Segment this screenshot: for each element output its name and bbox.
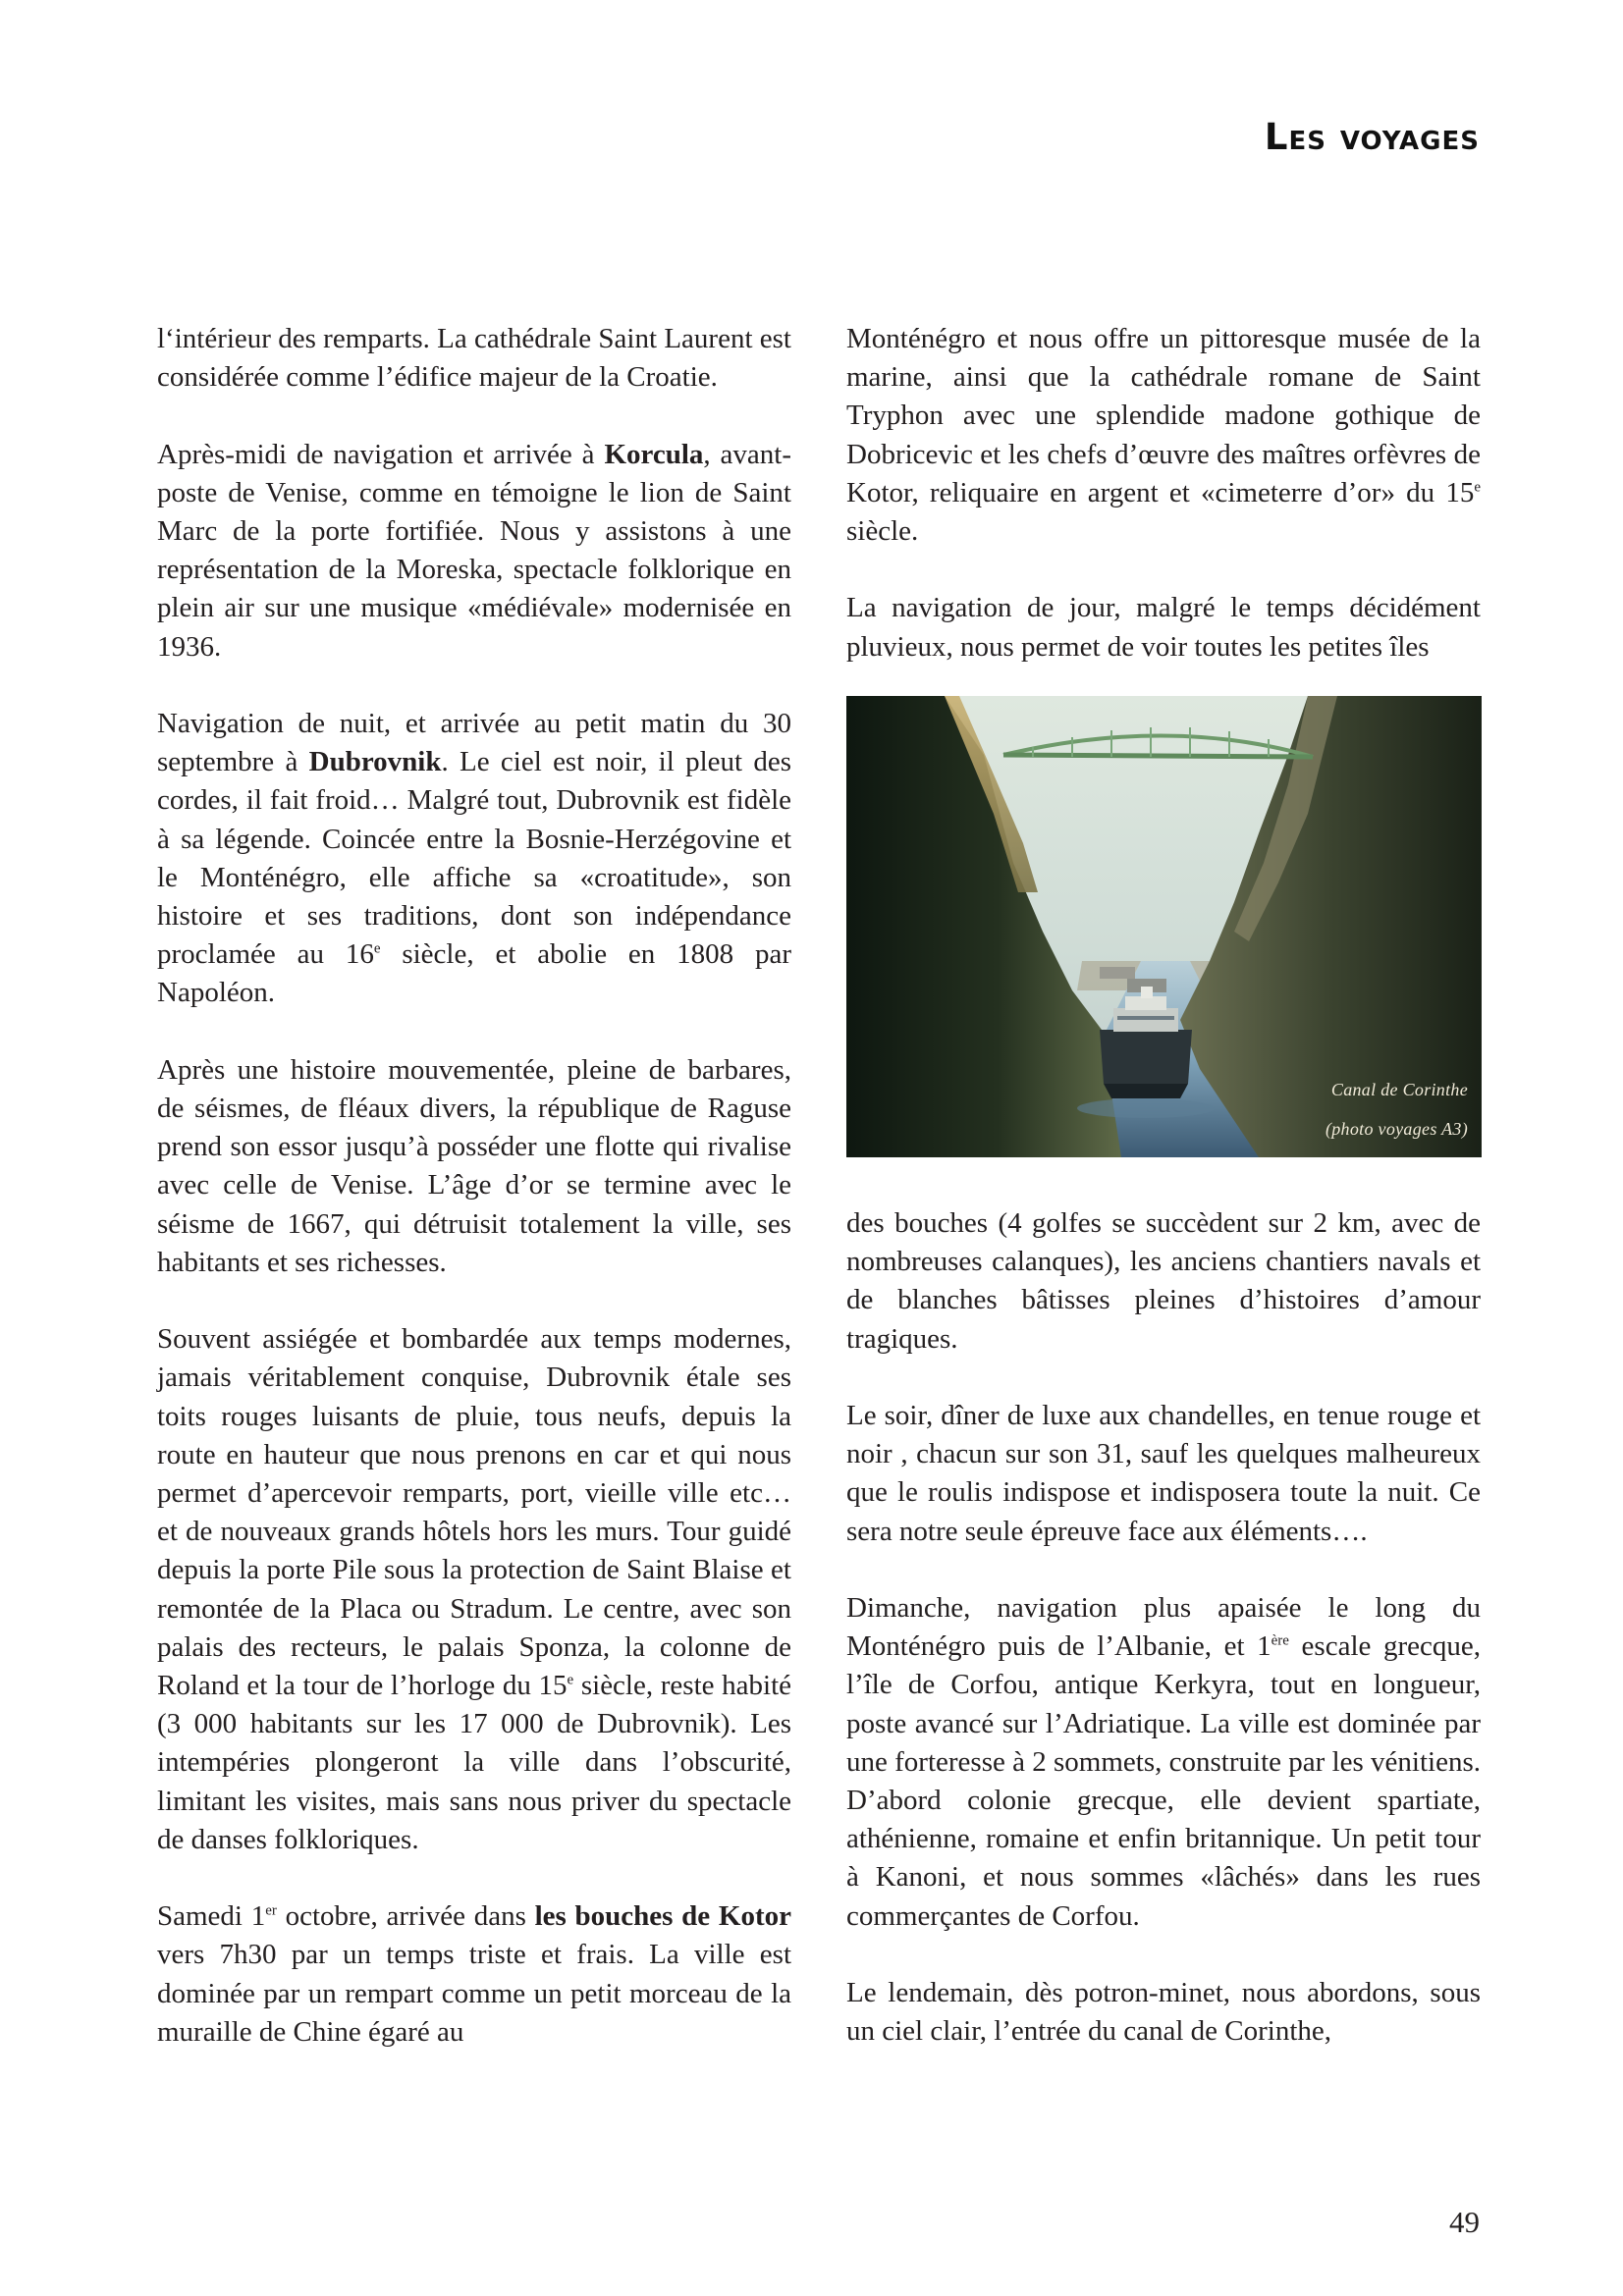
text: Dimanche, navigation plus apaisée le long du Monténégro puis de l’Albanie, et 1: [846, 1592, 1481, 1663]
paragraph: des bouches (4 golfes se succèdent sur 2 km, avec de nombreuses calanques), les anciens chantiers navals et de blanches bâtisses pleines d’histoires d’amour tragiques.: [846, 1207, 1481, 1355]
text: , avant-poste de Venise, comme en témoigne le lion de Saint Marc de la porte fortifiée. Nous y assistons à une représentation de la Moreska, spectacle folklorique en plein air sur une musique «médiévale» modernisée en 1936.: [157, 438, 791, 663]
paragraph: [157, 436, 791, 667]
text: Navigation de nuit, et arrivée au petit matin du 30 septembre à: [157, 708, 791, 778]
text: Samedi 1: [157, 1900, 266, 1933]
left-column: [157, 320, 791, 2052]
text: escale grecque, l’île de Corfou, antique Kerkyra, tout en longueur, poste avancé sur l’Adriatique. La ville est dominée par une forteresse à 2 sommets, construite par les vénitiens. D’abord colonie grecque, elle devient spartiate, athénienne, romaine et enfin britannique. Un petit tour à Kanoni, et nous sommes «lâchés» dans les rues commerçantes de Corfou.: [846, 1630, 1481, 1932]
paragraph: La navigation de jour, malgré le temps décidément pluvieux, nous permet de voir toutes les petites îles: [846, 592, 1481, 663]
paragraph: [157, 705, 791, 1013]
page-number: 49: [1449, 2205, 1480, 2239]
text: siècle.: [846, 515, 919, 548]
photo-caption-credit: (photo voyages A3): [1325, 1119, 1468, 1139]
paragraph: Le lendemain, dès potron-minet, nous abordons, sous un ciel clair, l’entrée du canal de Corinthe,: [846, 1977, 1481, 2048]
section-title: Les voyages: [1264, 116, 1480, 158]
right-column-bottom: [846, 1204, 1481, 2051]
superscript: e: [567, 1672, 574, 1688]
photo-corinth-canal: [846, 696, 1482, 1157]
superscript: e: [373, 940, 381, 957]
superscript: er: [265, 1902, 277, 1919]
photo-caption-title: Canal de Corinthe: [1330, 1080, 1468, 1099]
paragraph: [846, 320, 1481, 551]
paragraph: [157, 1897, 791, 2052]
text: Après-midi de navigation et arrivée à: [157, 438, 605, 470]
text: . Le ciel est noir, il pleut des cordes, il fait froid… Malgré tout, Dubrovnik est fidèle à sa légende. Coincée entre la Bosnie-Herzégovine et le Monténégro, elle affiche sa «croatitude», son histoire et ses traditions, dont son indépendance proclamée au 16: [157, 746, 791, 971]
place-name: Korcula: [604, 438, 704, 470]
text: octobre, arrivée dans: [276, 1900, 535, 1933]
paragraph: Après une histoire mouvementée, pleine de barbares, de séismes, de fléaux divers, la république de Raguse prend son essor jusqu’à posséder une flotte qui rivalise avec celle de Venise. L’âge d’or se termine avec le séisme de 1667, qui détruisit totalement la ville, ses habitants et ses richesses.: [157, 1053, 791, 1278]
text: vers 7h30 par un temps triste et frais. La ville est dominée par un rempart comme un petit morceau de la muraille de Chine égaré au: [157, 1939, 791, 2048]
superscript: ère: [1271, 1632, 1289, 1649]
place-name: les bouches de Kotor: [534, 1900, 791, 1933]
text: Souvent assiégée et bombardée aux temps modernes, jamais véritablement conquise, Dubrovnik étale ses toits rouges luisants de pluie, tous neufs, depuis la route en hauteur que nous prenons en car et qui nous permet d’apercevoir remparts, port, vieille ville etc… et de nouveaux grands hôtels hors les murs. Tour guidé depuis la porte Pile sous la protection de Saint Blaise et remontée de la Placa ou Stradum. Le centre, avec son palais des recteurs, le palais Sponza, la colonne de Roland et la tour de l’horloge du 15: [157, 1323, 791, 1702]
paragraph: [846, 1589, 1481, 1936]
paragraph: l‘intérieur des remparts. La cathédrale Saint Laurent est considérée comme l’édifice majeur de la Croatie.: [157, 323, 791, 394]
paragraph: [157, 1320, 791, 1859]
text: siècle, reste habité (3 000 habitants sur les 17 000 de Dubrovnik). Les intempéries plongeront la ville dans l’obscurité, limitant les visites, mais sans nous priver du spectacle de danses folkloriques.: [157, 1670, 791, 1855]
text: Monténégro et nous offre un pittoresque musée de la marine, ainsi que la cathédrale romane de Saint Tryphon avec une splendide madone gothique de Dobricevic et les chefs d’œuvre des maîtres orfèvres de Kotor, reliquaire en argent et «cimeterre d’or» du 15: [846, 323, 1481, 508]
right-column-top: [846, 320, 1481, 667]
text: siècle, et abolie en 1808 par Napoléon.: [157, 938, 792, 1009]
superscript: e: [1474, 479, 1481, 496]
paragraph: Le soir, dîner de luxe aux chandelles, en tenue rouge et noir , chacun sur son 31, sauf les quelques malheureux que le roulis indispose et indisposera toute la nuit. Ce sera notre seule épreuve face aux éléments….: [846, 1400, 1481, 1547]
place-name: Dubrovnik: [308, 746, 442, 778]
